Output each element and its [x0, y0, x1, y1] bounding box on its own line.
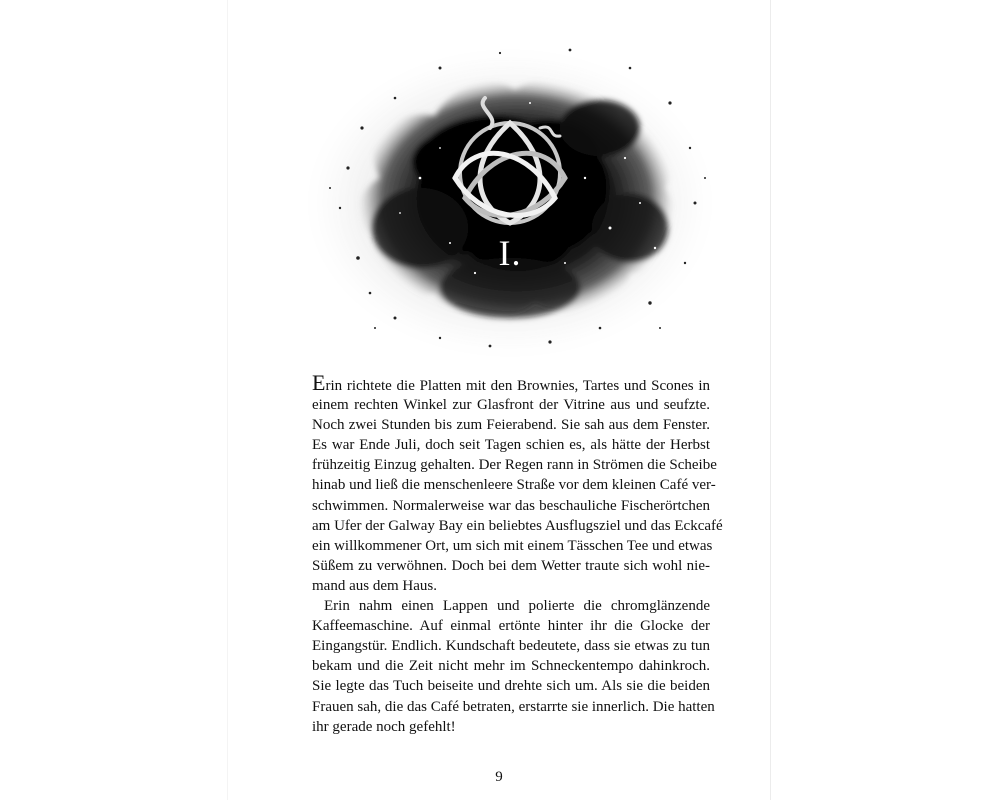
text-line: frühzeitig Einzug gehalten. Der Regen rann in Strömen die Scheibe	[312, 457, 717, 474]
text-line: ihr gerade noch gefehlt!	[312, 718, 456, 735]
text-line: Eingangstür. Endlich. Kundschaft bedeutete, dass sie etwas zu tun	[312, 638, 710, 655]
text-line: mand aus dem Haus.	[312, 577, 437, 594]
text-line: Noch zwei Stunden bis zum Feierabend. Sie sah aus dem Fenster.	[312, 417, 710, 434]
text-line: Frauen sah, die das Café betraten, erstarrte sie innerlich. Die hatten	[312, 698, 715, 715]
text-line: Kaffeemaschine. Auf einmal ertönte hinter ihr die Glocke der	[312, 618, 710, 635]
text-line: Sie legte das Tuch beiseite und drehte sich um. Als sie die beiden	[312, 678, 710, 695]
text-line: einem rechten Winkel zur Glasfront der Vitrine aus und seufzte.	[312, 397, 710, 414]
page-edge-right	[770, 0, 771, 800]
chapter-number: I.	[498, 233, 522, 273]
page-number: 9	[495, 769, 503, 785]
text-line: schwimmen. Normalerweise war das beschauliche Fischerörtchen	[312, 497, 710, 514]
text-line: Erin nahm einen Lappen und polierte die chromglänzende	[324, 598, 710, 615]
text-line: am Ufer der Galway Bay ein beliebtes Ausflugsziel und das Eckcafé	[312, 517, 723, 534]
text-line: hinab und ließ die menschenleere Straße vor dem kleinen Café ver-	[312, 477, 716, 494]
text-line: bekam und die Zeit nicht mehr im Schneckentempo dahinkroch.	[312, 658, 710, 675]
text-line: Erin richtete die Platten mit den Brownies, Tartes und Scones in	[312, 370, 710, 395]
text-line: ein willkommener Ort, um sich mit einem Tässchen Tee und etwas	[312, 537, 713, 554]
text-line: Süßem zu verwöhnen. Doch bei dem Wetter traute sich wohl nie-	[312, 557, 710, 574]
chapter-body-text	[312, 370, 723, 737]
text-line: Es war Ende Juli, doch seit Tagen schien es, als hätte der Herbst	[312, 437, 710, 454]
drop-cap: E	[312, 370, 326, 395]
ink-splash-illustration	[300, 28, 720, 358]
